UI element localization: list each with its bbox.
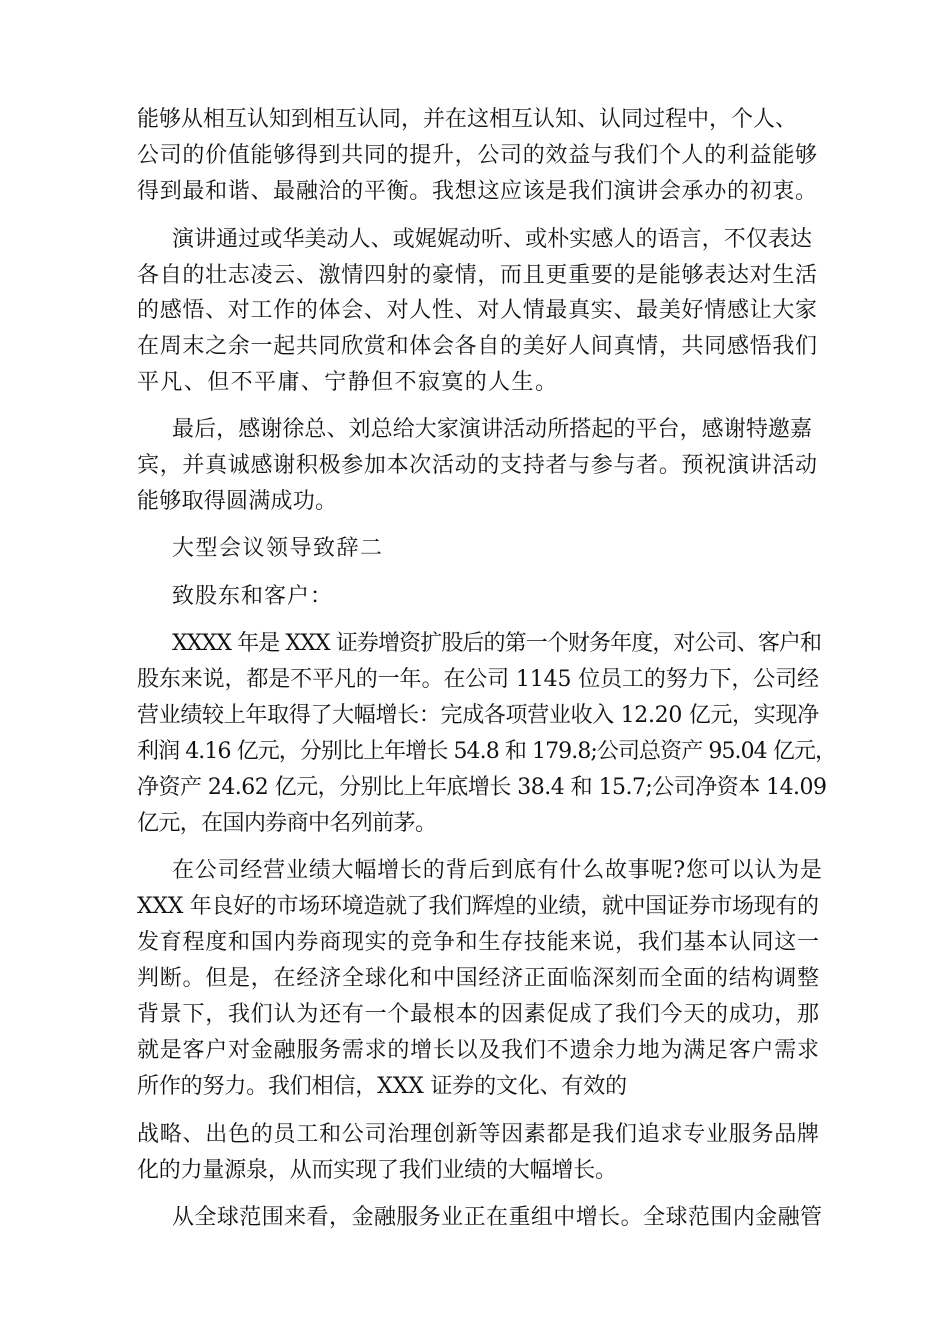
text-line: 各自的壮志凌云、激情四射的豪情，而且更重要的是能够表达对生活 (137, 263, 818, 288)
text-line: 演讲通过或华美动人、或娓娓动听、或朴实感人的语言，不仅表达 (172, 227, 813, 252)
text-line: 最后，感谢徐总、刘总给大家演讲活动所搭起的平台，感谢特邀嘉 (172, 417, 813, 442)
text-line: 公司的价值能够得到共同的提升，公司的效益与我们个人的利益能够 (137, 143, 818, 168)
text-line: 发育程度和国内券商现实的竞争和生存技能来说，我们基本认同这一 (137, 930, 820, 955)
text-line: 利润 4.16 亿元，分别比上年增长 54.8 和 179.8;公司总资产 95.04 亿元， (137, 739, 837, 764)
text-line: 得到最和谐、最融洽的平衡。我想这应该是我们演讲会承办的初衷。 (137, 179, 818, 204)
text-line: 宾，并真诚感谢积极参加本次活动的支持者与参与者。预祝演讲活动 (137, 453, 818, 478)
text-line: XXXX 年是 XXX 证券增资扩股后的第一个财务年度，对公司、客户和 (172, 631, 822, 656)
text-line: 在公司经营业绩大幅增长的背后到底有什么故事呢?您可以认为是 (172, 858, 823, 883)
text-line: 的感悟、对工作的体会、对人性、对人情最真实、最美好情感让大家 (137, 298, 818, 323)
text-line: 亿元，在国内券商中名列前茅。 (137, 811, 437, 836)
text-line: 股东来说，都是不平凡的一年。在公司 1145 位员工的努力下，公司经 (137, 667, 819, 692)
text-line: 从全球范围来看，金融服务业正在重组中增长。全球范围内金融管 (172, 1205, 823, 1230)
text-line: 判断。但是，在经济全球化和中国经济正面临深刻而全面的结构调整 (137, 966, 820, 991)
text-line: 战略、出色的员工和公司治理创新等因素都是我们追求专业服务品牌 (137, 1122, 820, 1147)
text-line: 平凡、但不平庸、宁静但不寂寞的人生。 (137, 370, 559, 395)
text-line: 净资产 24.62 亿元，分别比上年底增长 38.4 和 15.7;公司净资本 14.09 (137, 775, 827, 800)
text-line: 在周末之余一起共同欣赏和体会各自的美好人间真情，共同感悟我们 (137, 334, 818, 359)
text-line: 就是客户对金融服务需求的增长以及我们不遗余力地为满足客户需求 (137, 1038, 820, 1063)
text-line: 能够取得圆满成功。 (137, 489, 338, 514)
text-line: 能够从相互认知到相互认同，并在这相互认知、认同过程中，个人、 (137, 107, 798, 132)
text-line: 致股东和客户： (172, 584, 334, 609)
text-line: 大型会议领导致辞二 (172, 536, 384, 561)
text-line: XXX 年良好的市场环境造就了我们辉煌的业绩，就中国证券市场现有的 (137, 894, 819, 919)
text-line: 所作的努力。我们相信，XXX 证券的文化、有效的 (137, 1074, 627, 1099)
text-line: 营业绩较上年取得了大幅增长：完成各项营业收入 12.20 亿元，实现净 (137, 703, 819, 728)
text-line: 背景下，我们认为还有一个最根本的因素促成了我们今天的成功，那 (137, 1002, 820, 1027)
text-line: 化的力量源泉，从而实现了我们业绩的大幅增长。 (137, 1158, 617, 1183)
